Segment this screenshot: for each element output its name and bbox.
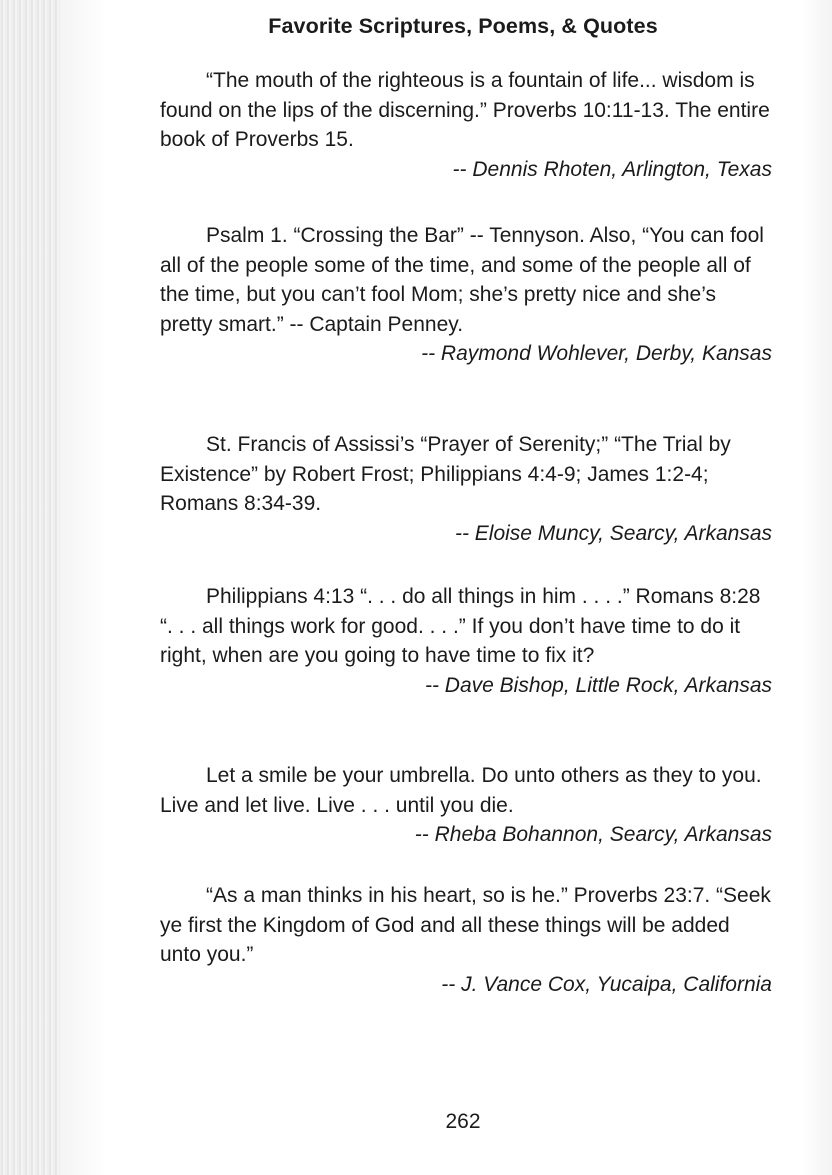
quote-text: “The mouth of the righteous is a fountain of life... wisdom is found on the lips of the discerning.” Proverbs 10:11-13. The entire book of Proverbs 15. bbox=[160, 69, 770, 151]
quote-attribution: -- Dennis Rhoten, Arlington, Texas bbox=[452, 157, 772, 181]
quote-text: Let a smile be your umbrella. Do unto others as they to you. Live and let live. Live . . . until you die. bbox=[160, 764, 762, 817]
quote-entry bbox=[160, 881, 772, 999]
quote-text: Psalm 1. “Crossing the Bar” -- Tennyson. Also, “You can fool all of the people some of the time, and some of the people all of the time, but you can’t fool Mom; she’s pretty nice and she’s pretty smart.” -- Captain Penney. bbox=[160, 224, 764, 336]
quote-entry bbox=[160, 430, 772, 548]
quote-text: St. Francis of Assissi’s “Prayer of Serenity;” “The Trial by Existence” by Robert Frost; Philippians 4:4-9; James 1:2-4; Romans 8:34-39. bbox=[160, 433, 731, 515]
quote-attribution: -- Rheba Bohannon, Searcy, Arkansas bbox=[414, 823, 772, 846]
quote-entry bbox=[160, 582, 772, 700]
quote-attribution: -- J. Vance Cox, Yucaipa, California bbox=[441, 972, 772, 996]
page-number: 262 bbox=[445, 1110, 481, 1133]
quote-entry bbox=[160, 761, 772, 850]
quote-attribution: -- Raymond Wohlever, Derby, Kansas bbox=[421, 342, 772, 365]
page-title: Favorite Scriptures, Poems, & Quotes bbox=[268, 14, 658, 38]
quote-text: “As a man thinks in his heart, so is he.” Proverbs 23:7. “Seek ye first the Kingdom of God and all these things will be added unto you.” bbox=[160, 884, 771, 966]
quote-entry bbox=[160, 66, 772, 184]
quote-entry bbox=[160, 221, 772, 369]
quote-text: Philippians 4:13 “. . . do all things in him . . . .” Romans 8:28 “. . . all things work for good. . . .” If you don’t have time to do it right, when are you going to have time to fix it? bbox=[160, 585, 761, 667]
quote-attribution: -- Dave Bishop, Little Rock, Arkansas bbox=[424, 673, 772, 697]
quote-attribution: -- Eloise Muncy, Searcy, Arkansas bbox=[454, 521, 772, 545]
